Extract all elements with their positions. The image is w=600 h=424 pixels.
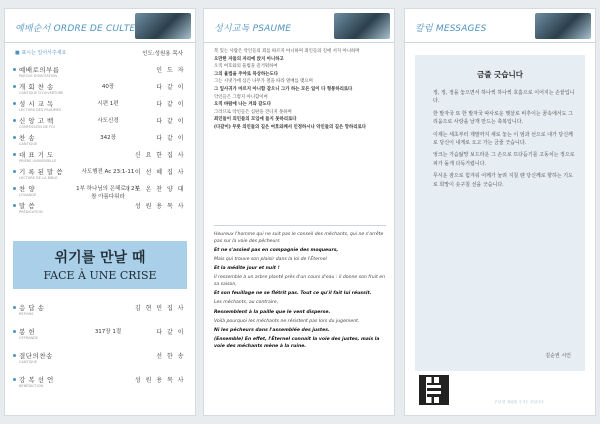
order-item-french: PAROLE D'INVITATION: [19, 74, 58, 78]
order-row: [13, 150, 189, 167]
psalm-korean: [214, 49, 386, 133]
order-item-leader: 다 같 이: [156, 329, 185, 336]
order-row: [13, 351, 189, 375]
panel-title: 칼럼 MESSAGES: [415, 24, 487, 34]
psalm-verse: (Ensemble) En effet, l'Éternel connaît la voie des justes, mais la voie des méchants mène à la ruine.: [214, 337, 380, 349]
order-row: [13, 133, 189, 150]
order-row: [13, 65, 189, 82]
order-item-detail: 1부 하나님의 은혜로 / 2부 참 아름다워라: [76, 186, 140, 200]
psalm-verse: (다같이) 무릇 의인들의 길은 여호와께서 인정하시나 악인들의 길은 망하리로다: [214, 124, 366, 130]
psalm-verse: 그러므로 악인들은 심판을 견디지 못하며: [214, 109, 292, 115]
order-item-leader: 인 도 자: [156, 67, 185, 74]
column-paragraph: 한 발자국 또 한 발자국 따사로운 햇살로 비추이는 꿈속에서도 그리움으로 사랑을 날개 만드는 축복입니다.: [433, 110, 573, 126]
order-item-detail: 40장: [101, 84, 115, 90]
column-paragraph: 정, 정, 정을 놓으면서 하나씩 하나씩 호흡으로 이어지는 손끝입니다.: [433, 90, 575, 105]
column-paragraph: 이제는 세초부터 제말까지 새로 놓는 이 엄과 선으로 내가 당신께로 당신이 내게로 오고 가는 금줄 긋습니다.: [433, 131, 573, 147]
order-item-korean: 응 답 송: [19, 304, 45, 312]
order-item-leader: 성 원 용 목 사: [134, 377, 185, 384]
order-item-korean: 말 씀: [19, 202, 36, 210]
panel-header: [204, 9, 394, 43]
order-item-korean: 강 복 선 언: [19, 376, 54, 384]
order-item-korean: 성 시 교 독: [19, 100, 54, 108]
order-item-korean: 기 록 된 말 씀: [19, 168, 64, 176]
bullet-dot-icon: [13, 119, 16, 122]
order-item-leader: 선 한 송: [156, 353, 185, 360]
panel-header: [405, 9, 595, 43]
psalm-verse: 오직 바람에 나는 겨와 같도다: [214, 102, 272, 108]
psalm-verse: Ressemblent à la paille que le vent disperse.: [214, 309, 331, 315]
order-list-after: [13, 303, 189, 399]
order-item-french: OFFRANDE: [19, 336, 38, 340]
order-item-leader: 신 요 한 집 사: [134, 152, 185, 159]
order-item-leader: 다 같 이: [156, 118, 185, 125]
bullet-dot-icon: [13, 170, 16, 173]
order-item-leader: 기 도 온 찬 양 대: [124, 186, 185, 193]
psalm-verse: Et ne s'assied pas en compagnie des moqueurs,: [214, 247, 339, 253]
bullet-dot-icon: [13, 85, 16, 88]
order-item-korean: 개 회 찬 송: [19, 83, 54, 91]
psalm-verse: 죄인들이 의인들의 모임에 들지 못하리로다: [214, 117, 297, 123]
order-item-detail: 342장: [100, 135, 116, 141]
order-item-french: CANTIQUE: [19, 142, 38, 146]
order-item-french: LECTURE DES PSAUMES: [19, 108, 62, 112]
order-row: [13, 303, 189, 327]
order-item-leader: 다 같 이: [156, 84, 185, 91]
order-row: [13, 184, 189, 201]
order-row: [13, 82, 189, 99]
order-item-detail: 사도행전 Ac 23:1-11: [81, 169, 135, 175]
psalm-verse: Les méchants, au contraire,: [214, 300, 279, 306]
psalm-verse: Et la médite jour et nuit !: [214, 266, 280, 272]
bullet-dot-icon: [13, 354, 16, 357]
column-body: [433, 89, 575, 193]
header-photo: [334, 13, 390, 39]
order-item-korean: 신 앙 고 백: [19, 117, 54, 125]
column-title: 금줄 긋습니다: [476, 70, 524, 79]
order-row: [13, 375, 189, 399]
psalm-verse: Et son feuillage ne se flétrit pas. Tout ce qu'il fait lui réussit.: [214, 291, 372, 297]
psalm-verse: 오직 여호와의 율법을 즐거워하여: [214, 64, 278, 70]
psalm-verse: 그 잎사귀가 마르지 아니함 같으니 그가 하는 모든 일이 다 형통하리로다: [214, 86, 353, 92]
bullet-dot-icon: [13, 136, 16, 139]
order-item-french: BÉNÉDICTION: [19, 384, 44, 388]
order-item-detail: 사도신경: [97, 118, 119, 124]
psalm-verse: 그의 율법을 주야로 묵상하는도다: [214, 71, 278, 77]
order-item-detail: 시편 1편: [97, 101, 119, 107]
order-item-french: LOUANGE: [19, 193, 37, 197]
order-item-french: LECTURE DE LA BIBLE: [19, 176, 58, 180]
order-item-leader: 다 같 이: [156, 135, 185, 142]
order-item-korean: 찬 양: [19, 185, 36, 193]
psalm-verse: 복 있는 사람은 악인들의 꾀를 따르지 아니하며 죄인들의 길에 서지 아니하며: [214, 49, 360, 54]
order-item-french: RÉPONS: [19, 312, 34, 316]
order-of-service-panel: [4, 8, 196, 416]
order-row: [13, 167, 189, 184]
order-item-leader: 김 현 민 집 사: [134, 305, 185, 312]
column-paragraph: 무서운 잠으로 힘겨워 어께가 눌려 지칠 땐 당신께로 향하는 기도로 희망이 솟구칠 선을 긋습니다.: [433, 173, 573, 188]
bullet-dot-icon: [13, 378, 16, 381]
order-item-leader: 이 선 혜 집 사: [134, 169, 185, 176]
order-item-french: CONFESSION DE FOI: [19, 125, 55, 129]
order-item-korean: 대 표 기 도: [19, 151, 54, 159]
sermon-title-french: FACE À UNE CRISE: [43, 269, 157, 282]
bullet-dot-icon: [13, 306, 16, 309]
order-row: [13, 99, 189, 116]
psalm-verse: 오만한 자들의 자리에 앉지 아니하고: [214, 56, 284, 62]
order-item-french: CANTIQUE D'OUVERTURE: [19, 91, 64, 95]
psalm-verse: Ni les pécheurs dans l'assemblée des justes.: [214, 327, 330, 333]
qr-code-icon[interactable]: [419, 375, 449, 405]
order-item-french: PRIÈRE UNIVERSELLE: [19, 159, 57, 163]
panel-header: [5, 9, 195, 43]
bullet-dot-icon: [13, 68, 16, 71]
message-panel: [404, 8, 596, 416]
psalm-verse: Mais qui trouve son plaisir dans la loi de l'Éternel: [214, 256, 327, 262]
order-item-korean: 예배로의부름: [19, 66, 60, 74]
order-item-detail: 317장 1절: [94, 329, 122, 335]
psalm-verse: Heureux l'homme qui ne suit pas le conseil des méchants, qui ne s'arrête pas sur la voie des pécheurs: [214, 232, 384, 244]
panel-title: 성시교독 PSAUME: [214, 24, 292, 34]
header-photo: [135, 13, 191, 39]
psalm-verse: Il ressemble à un arbre planté près d'un cours d'eau : il donne son fruit en sa saison,: [214, 275, 385, 287]
order-item-leader: 다 같 이: [156, 101, 185, 108]
sermon-title-korean: 위기를 만날 때: [54, 250, 146, 266]
column-author: 김순권 시인: [545, 353, 571, 359]
leader-line: 인도:성원용 목사: [142, 51, 183, 57]
standing-note: ■ 표시는 일어서주세요: [15, 50, 67, 56]
psalm-french: [214, 225, 386, 353]
panel-title: 예배순서 ORDRE DE CULTE: [15, 24, 136, 34]
bullet-dot-icon: [13, 330, 16, 333]
bullet-dot-icon: [13, 204, 16, 207]
order-item-korean: 봉 헌: [19, 328, 36, 336]
order-item-korean: 찬 송: [19, 134, 36, 142]
sermon-title-box: [13, 241, 187, 289]
column-box: [415, 55, 585, 371]
order-item-korean: 결단의찬송: [19, 352, 53, 360]
psalm-verse: Voilà pourquoi les méchants ne résistent pas lors du jugement.: [214, 318, 360, 324]
psalm-verse: 그는 시냇가에 심은 나무가 철을 따라 열매를 맺으며: [214, 79, 313, 85]
order-row: [13, 201, 189, 218]
footer-text: 주님 한 성령을 주시는 곳입니다: [494, 400, 544, 404]
order-item-french: CANTIQUE: [19, 360, 38, 364]
bullet-dot-icon: [13, 102, 16, 105]
order-item-leader: 성 원 용 목 사: [134, 203, 185, 210]
order-list: [13, 65, 189, 218]
psalm-panel: [203, 8, 395, 416]
bullet-dot-icon: [13, 187, 16, 190]
order-item-french: PRÉDICATION: [19, 210, 43, 214]
psalm-verse: 악인들은 그렇지 아니함이여: [214, 94, 268, 100]
bullet-dot-icon: [13, 153, 16, 156]
header-photo: [535, 13, 591, 39]
order-row: [13, 327, 189, 351]
order-row: [13, 116, 189, 133]
column-paragraph: 엉크는 가슴앓망 보드라운 그 손으로 뜨다듬기를 고동치는 정으로 피가 돌게 다독거립니다.: [433, 152, 575, 167]
